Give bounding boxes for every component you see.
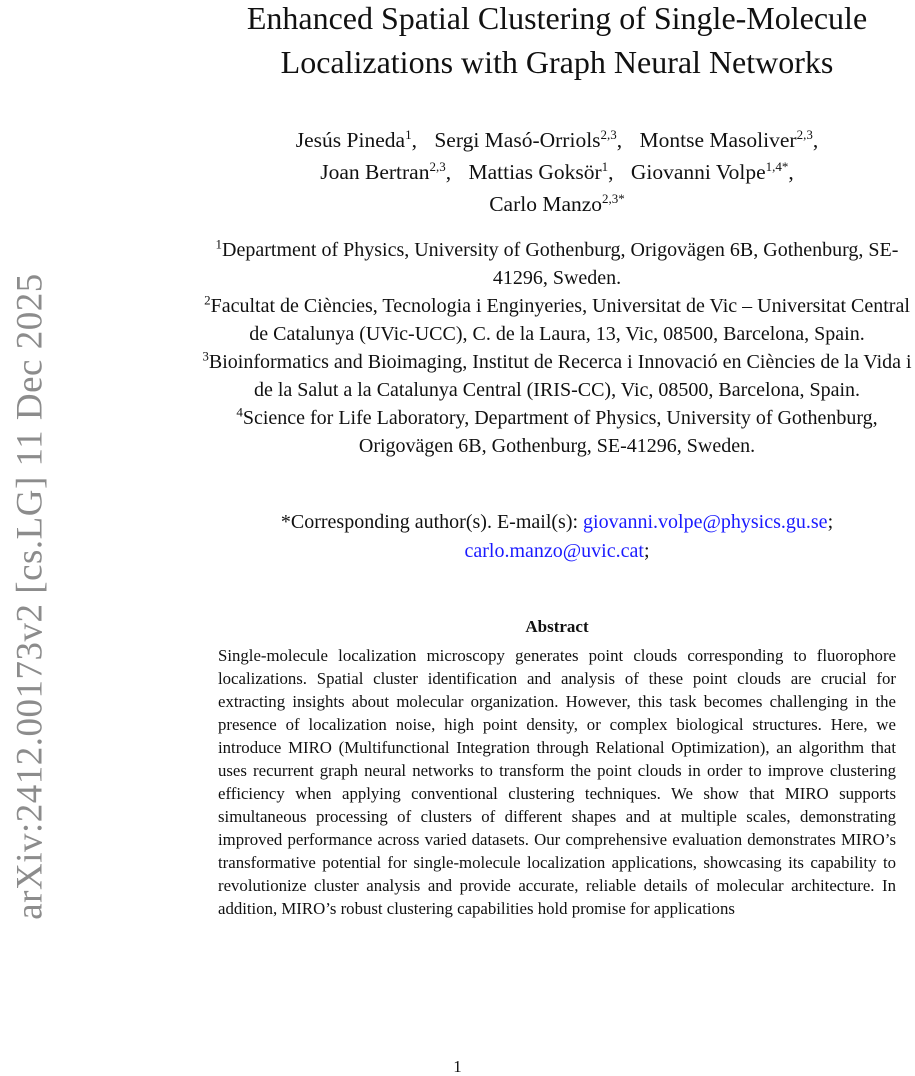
email-link-manzo[interactable]: carlo.manzo@uvic.cat (464, 540, 644, 562)
paper-title: Enhanced Spatial Clustering of Single-Molecule Localizations with Graph Neural Networks (246, 0, 868, 80)
author: Mattias Goksör$^1$, (468, 158, 614, 184)
author: Sergi Masó-Orriols$^{2,3}$, (434, 126, 623, 152)
affiliation: $^4$Science for Life Laboratory, Department of Physics, University of Gothenburg, Origovägen 6B, Gothenburg, SE-41296, Sweden. (236, 404, 878, 457)
abstract-text: Single-molecule localization microscopy generates point clouds corresponding to fluorophore localizations. Spatial cluster identification and analysis of these point clouds are crucial for extracting insights about molecular organization. However, this task becomes challenging in the presence of localization noise, high point density, or complex biological structures. Here, we introduce MIRO (Multifunctional Integration through Relational Optimization), an algorithm that uses recurrent graph neural networks to transform the point clouds in order to improve clustering efficiency when applying conventional clustering techniques. We show that MIRO supports simultaneous processing of clusters of different shapes and at multiple scales, demonstrating improved performance across varied datasets. Our comprehensive evaluation demonstrates MIRO’s transformative potential for single-molecule localization applications, showcasing its capability to revolutionize cluster analysis and provide accurate, reliable details of molecular architecture. In addition, MIRO’s robust clustering capabilities hold promise for applications (218, 646, 896, 918)
affiliation: $^2$Facultat de Ciències, Tecnologia i Enginyeries, Universitat de Vic – Universitat Central de Catalunya (UVic-UCC), C. de la Laura, 13, Vic, 08500, Barcelona, Spain. (204, 292, 910, 345)
corresponding-authors: *Corresponding author(s). E-mail(s): giovanni.volpe@physics.gu.se; carlo.manzo@uvic.cat; (280, 511, 834, 562)
author: Joan Bertran$^{2,3}$, (320, 158, 452, 184)
affiliation: $^1$Department of Physics, University of Gothenburg, Origovägen 6B, Gothenburg, SE-41296, Sweden. (215, 236, 899, 289)
affiliation-list (196, 236, 915, 460)
abstract-heading: Abstract (525, 617, 589, 636)
author: Carlo Manzo$^{2,3*}$ (489, 190, 625, 216)
page-number: 1 (453, 1057, 462, 1076)
author: Giovanni Volpe$^{1,4*}$, (630, 158, 794, 184)
affiliation: $^3$Bioinformatics and Bioimaging, Institut de Recerca i Innovació en Ciències de la Vida i de la Salut a la Catalunya Central (IRIS-CC), Vic, 08500, Barcelona, Spain. (202, 348, 912, 401)
author-list (196, 124, 915, 220)
author: Jesús Pineda$^1$, (295, 126, 417, 152)
email-link-volpe[interactable]: giovanni.volpe@physics.gu.se (583, 511, 828, 533)
paper-first-page (196, 0, 915, 920)
corresponding-label: *Corresponding author(s). E-mail(s): (280, 511, 579, 533)
arxiv-identifier-stamp: arXiv:2412.00173v2 [cs.LG] 11 Dec 2025 (9, 273, 51, 920)
author: Montse Masoliver$^{2,3}$, (639, 126, 819, 152)
